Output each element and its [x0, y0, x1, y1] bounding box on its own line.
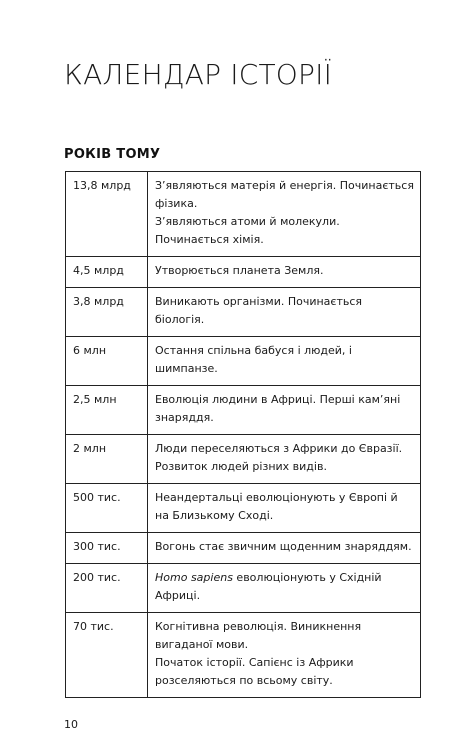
species-name: Homo sapiens	[155, 571, 233, 584]
timeline-row	[66, 337, 421, 386]
timeline-year: 2,5 млн	[66, 386, 148, 435]
timeline-event	[148, 257, 421, 288]
event-line: Виникають організми. Починається біологія.	[155, 295, 363, 326]
event-line: Вогонь стає звичним щоденним знаряддям.	[155, 540, 412, 553]
event-line: Когнітивна революція. Виникнення вигаданої мови.	[155, 620, 362, 651]
timeline-event	[148, 435, 421, 484]
page-title: КАЛЕНДАР ІСТОРІЇ	[64, 58, 333, 91]
timeline-year: 4,5 млрд	[66, 257, 148, 288]
event-line: Еволюція людини в Африці. Перші кам’яні знаряддя.	[155, 393, 401, 424]
timeline-body	[66, 172, 421, 698]
timeline-year: 3,8 млрд	[66, 288, 148, 337]
event-line: Люди переселяються з Африки до Євразії. Розвиток людей різних видів.	[155, 442, 403, 473]
timeline-year: 70 тис.	[66, 613, 148, 698]
timeline-row	[66, 484, 421, 533]
event-line	[155, 569, 414, 605]
timeline-year: 500 тис.	[66, 484, 148, 533]
timeline-event	[148, 288, 421, 337]
timeline-row	[66, 435, 421, 484]
event-line: Остання спільна бабуся і людей, і шимпанзе.	[155, 344, 352, 375]
timeline-year: 2 млн	[66, 435, 148, 484]
page-number: 10	[64, 718, 78, 731]
event-line: Утворюється планета Земля.	[155, 264, 324, 277]
timeline-year: 200 тис.	[66, 564, 148, 613]
timeline-year: 300 тис.	[66, 533, 148, 564]
section-heading: РОКІВ ТОМУ	[64, 147, 161, 162]
timeline-event	[148, 386, 421, 435]
timeline-row	[66, 386, 421, 435]
timeline-row	[66, 172, 421, 257]
history-timeline-table	[65, 171, 421, 698]
timeline-event	[148, 533, 421, 564]
timeline-event	[148, 564, 421, 613]
timeline-event	[148, 172, 421, 257]
timeline-event	[148, 484, 421, 533]
timeline-row	[66, 288, 421, 337]
timeline-row	[66, 613, 421, 698]
timeline-year: 6 млн	[66, 337, 148, 386]
event-line: Неандертальці еволюціонують у Європі й на Близькому Сході.	[155, 491, 398, 522]
event-line: З’являються атоми й молекули. Починається хімія.	[155, 215, 340, 246]
timeline-row	[66, 533, 421, 564]
event-line: З’являються матерія й енергія. Починається фізика.	[155, 179, 414, 210]
timeline-row	[66, 257, 421, 288]
timeline-row	[66, 564, 421, 613]
timeline-event	[148, 337, 421, 386]
event-text: еволюціонують у Східній Африці.	[155, 571, 382, 602]
event-line: Початок історії. Сапієнс із Африки розселяються по всьому світу.	[155, 656, 354, 687]
timeline-event	[148, 613, 421, 698]
timeline-year: 13,8 млрд	[66, 172, 148, 257]
